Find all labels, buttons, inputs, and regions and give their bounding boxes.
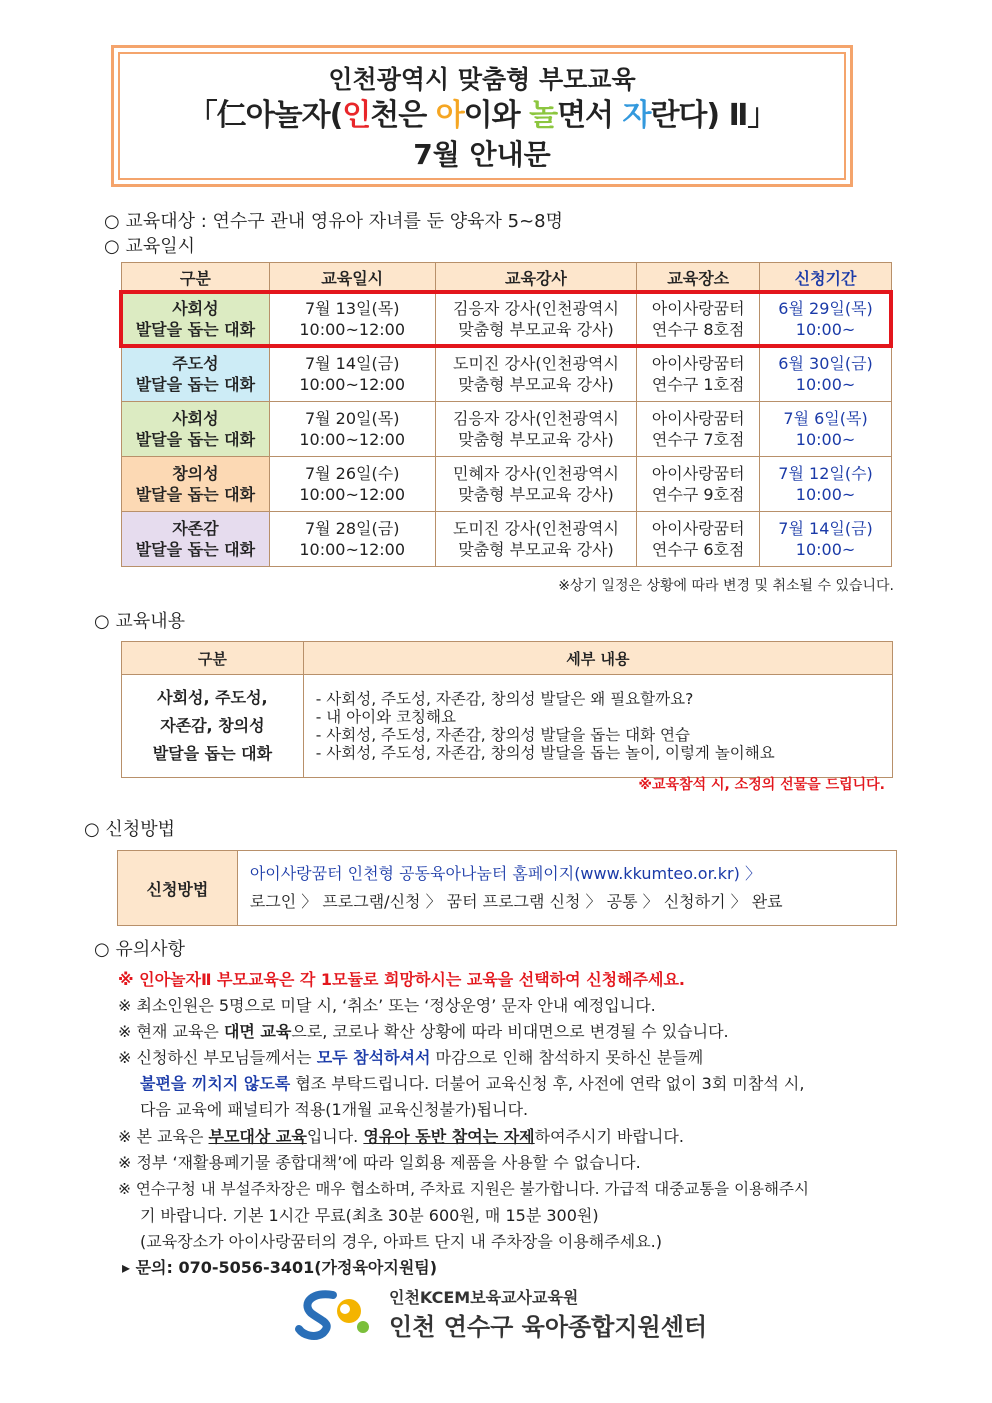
apply-link[interactable]: 아이사랑꿈터 인천형 공동육아나눔터 홈페이지(www.kkumteo.or.kr) 〉 — [249, 864, 761, 883]
apply-details — [237, 851, 896, 926]
time-text: 10:00~12:00 — [299, 375, 405, 394]
note-emphasis: 불편을 끼치지 않도록 — [140, 1074, 291, 1093]
apply-steps: 로그인 〉 프로그램/신청 〉 꿈터 프로그램 신청 〉 공통 〉 신청하기 〉 완료 — [249, 892, 783, 911]
note-5 — [140, 1071, 804, 1094]
note-emphasis: 모두 참석하셔서 — [316, 1048, 431, 1067]
note-emphasis: 부모대상 교육 — [208, 1127, 307, 1146]
instructor-sub: 맞춤형 부모교육 강사) — [458, 375, 614, 394]
category-cell — [122, 457, 270, 512]
apply-table — [117, 850, 897, 926]
apply-time: 10:00~ — [795, 485, 856, 504]
apply-heading: ○ 신청방법 — [84, 819, 175, 840]
title-b: 이와 — [463, 98, 530, 133]
table-row — [122, 347, 892, 402]
instructor-text: 민혜자 강사(인천광역시 — [453, 464, 619, 483]
title-line1: 인천광역시 맞춤형 부모교육 — [328, 65, 636, 94]
note-emphasis: 대면 교육 — [223, 1022, 292, 1041]
list-item: - 내 아이와 코칭해요 — [315, 708, 456, 726]
instructor-text: 도미진 강사(인천광역시 — [453, 354, 619, 373]
category-sub: 발달을 돕는 대화 — [135, 540, 256, 559]
contact-line: ▸ 문의: 070-5056-3401(가정육아지원팀) — [122, 1258, 438, 1277]
category-sub: 발달을 돕는 대화 — [135, 320, 256, 339]
content-category — [122, 675, 304, 778]
note-6: 다음 교육에 패널티가 적용(1개월 교육신청불가)됩니다. — [140, 1100, 529, 1119]
list-item: - 사회성, 주도성, 자존감, 창의성 발달은 왜 필요할까요? — [315, 690, 694, 708]
content-table — [121, 641, 893, 778]
category-name: 주도성 — [172, 354, 219, 373]
apply-time: 10:00~ — [795, 540, 856, 559]
note-text: ※ 신청하신 부모님들께서는 — [118, 1048, 317, 1067]
note-3 — [118, 1019, 729, 1042]
title-c: 면서 — [557, 98, 623, 133]
place-sub: 연수구 1호점 — [651, 375, 745, 394]
content-details — [303, 675, 892, 778]
schedule-header: 신청기간 — [760, 263, 892, 292]
list-item: - 사회성, 주도성, 자존감, 창의성 발달을 돕는 대화 연습 — [315, 726, 690, 744]
content-cat-line: 사회성, 주도성, — [157, 688, 268, 707]
place-cell — [637, 457, 760, 512]
apply-time: 10:00~ — [795, 375, 856, 394]
place-sub: 연수구 8호점 — [651, 320, 745, 339]
note-10: 기 바랍니다. 기본 1시간 무료(최초 30분 600원, 매 15분 300원) — [140, 1206, 599, 1225]
place-sub: 연수구 7호점 — [651, 430, 745, 449]
note-1: ※ 인아놀자Ⅱ 부모교육은 각 1모듈로 희망하시는 교육을 선택하여 신청해주세요. — [118, 970, 686, 989]
note-text: 마감으로 인해 참석하지 못하신 분들께 — [430, 1048, 704, 1067]
highlight-box — [119, 290, 893, 348]
content-cat-line: 자존감, 창의성 — [160, 716, 265, 735]
time-text: 10:00~12:00 — [299, 430, 405, 449]
logo-org2: 인천 연수구 육아종합지원센터 — [389, 1313, 708, 1341]
place-sub: 연수구 9호점 — [651, 485, 745, 504]
title-ja: 자 — [622, 98, 651, 133]
category-name: 자존감 — [172, 519, 219, 538]
date-text: 7월 20일(목) — [304, 409, 400, 428]
title-open: 「仁아놀자( — [187, 98, 343, 133]
schedule-header: 교육강사 — [435, 263, 637, 292]
instructor-sub: 맞춤형 부모교육 강사) — [458, 430, 614, 449]
apply-label: 신청방법 — [118, 851, 238, 926]
list-item: - 사회성, 주도성, 자존감, 창의성 발달을 돕는 놀이, 이렇게 놀이해요 — [315, 744, 775, 762]
instructor-sub: 맞춤형 부모교육 강사) — [458, 320, 614, 339]
place-cell — [637, 347, 760, 402]
organization-logo — [293, 1285, 708, 1345]
category-cell — [122, 402, 270, 457]
schedule-footnote: ※상기 일정은 상황에 따라 변경 및 취소될 수 있습니다. — [558, 578, 894, 594]
place-text: 아이사랑꿈터 — [651, 464, 745, 483]
time-text: 10:00~12:00 — [299, 320, 405, 339]
apply-date: 7월 12일(수) — [778, 464, 873, 483]
apply-row — [118, 851, 897, 926]
apply-date: 6월 30일(금) — [778, 354, 873, 373]
apply-cell — [760, 347, 892, 402]
place-text: 아이사랑꿈터 — [651, 299, 745, 318]
notes-heading: ○ 유의사항 — [94, 939, 185, 960]
category-name: 사회성 — [172, 299, 219, 318]
title-line3: 7월 안내문 — [413, 138, 551, 171]
schedule-header-row — [122, 263, 892, 292]
date-cell — [269, 402, 435, 457]
table-row — [122, 512, 892, 567]
place-text: 아이사랑꿈터 — [651, 409, 745, 428]
apply-time: 10:00~ — [795, 320, 856, 339]
table-row — [122, 457, 892, 512]
note-2: ※ 최소인원은 5명으로 미달 시, ‘취소’ 또는 ‘정상운영’ 문자 안내 예정입니다. — [118, 996, 656, 1015]
place-cell — [637, 512, 760, 567]
apply-date: 7월 6일(목) — [783, 409, 868, 428]
table-row — [122, 402, 892, 457]
note-9: ※ 연수구청 내 부설주차장은 매우 협소하며, 주차료 지원은 불가합니다. 가급적 대중교통을 이용해주시 — [118, 1180, 809, 1198]
note-text: 협조 부탁드립니다. 더불어 교육신청 후, 사전에 연락 없이 3회 미참석 시, — [290, 1074, 805, 1093]
title-nol: 놀 — [529, 98, 558, 133]
place-sub: 연수구 6호점 — [651, 540, 745, 559]
category-name: 창의성 — [172, 464, 219, 483]
category-sub: 발달을 돕는 대화 — [135, 485, 256, 504]
target-line: ○ 교육대상 : 연수구 관내 영유아 자녀를 둔 양육자 5~8명 — [104, 211, 564, 232]
title-close: 란다) Ⅱ」 — [650, 98, 777, 133]
content-heading: ○ 교육내용 — [94, 611, 185, 632]
category-sub: 발달을 돕는 대화 — [135, 375, 256, 394]
instructor-text: 김응자 강사(인천광역시 — [453, 299, 619, 318]
title-inner — [118, 52, 846, 180]
title-box — [111, 45, 853, 187]
schedule-header: 교육일시 — [269, 263, 435, 292]
title-line2 — [120, 96, 844, 136]
date-text: 7월 13일(목) — [304, 299, 400, 318]
schedule-header: 교육장소 — [637, 263, 760, 292]
time-text: 10:00~12:00 — [299, 485, 405, 504]
date-cell — [269, 457, 435, 512]
apply-cell — [760, 457, 892, 512]
title-a: 천은 — [370, 98, 436, 133]
note-text: 으로, 코로나 확산 상황에 따라 비대면으로 변경될 수 있습니다. — [291, 1022, 729, 1041]
instructor-text: 김응자 강사(인천광역시 — [453, 409, 619, 428]
content-header: 세부 내용 — [303, 642, 892, 675]
note-11: (교육장소가 아이사랑꿈터의 경우, 아파트 단지 내 주차장을 이용해주세요.) — [140, 1232, 662, 1251]
content-cat-line: 발달을 돕는 대화 — [152, 744, 273, 763]
schedule-heading: ○ 교육일시 — [104, 236, 195, 257]
date-cell — [269, 512, 435, 567]
apply-time: 10:00~ — [795, 430, 856, 449]
place-text: 아이사랑꿈터 — [651, 354, 745, 373]
apply-date: 7월 14일(금) — [778, 519, 873, 538]
category-cell — [122, 347, 270, 402]
title-ai: 아 — [435, 98, 464, 133]
note-4 — [118, 1045, 703, 1068]
time-text: 10:00~12:00 — [299, 540, 405, 559]
note-7 — [118, 1124, 684, 1147]
content-header-row — [122, 642, 893, 675]
date-text: 7월 26일(수) — [304, 464, 400, 483]
content-header: 구분 — [122, 642, 304, 675]
instructor-cell — [435, 402, 637, 457]
instructor-text: 도미진 강사(인천광역시 — [453, 519, 619, 538]
content-row — [122, 675, 893, 778]
category-sub: 발달을 돕는 대화 — [135, 430, 256, 449]
note-text: 입니다. — [306, 1127, 364, 1146]
schedule-header: 구분 — [122, 263, 270, 292]
apply-date: 6월 29일(목) — [778, 299, 873, 318]
category-name: 사회성 — [172, 409, 219, 428]
apply-cell — [760, 512, 892, 567]
instructor-sub: 맞춤형 부모교육 강사) — [458, 485, 614, 504]
note-emphasis: 영유아 동반 참여는 자제 — [363, 1127, 535, 1146]
note-8: ※ 정부 ‘재활용폐기물 종합대책’에 따라 일회용 제품을 사용할 수 없습니다. — [118, 1153, 641, 1172]
instructor-cell — [435, 347, 637, 402]
place-cell — [637, 402, 760, 457]
date-text: 7월 14일(금) — [304, 354, 400, 373]
instructor-cell — [435, 457, 637, 512]
note-text: ※ 현재 교육은 — [118, 1022, 224, 1041]
logo-org1: 인천KCEM보육교사교육원 — [389, 1288, 579, 1307]
instructor-sub: 맞춤형 부모교육 강사) — [458, 540, 614, 559]
instructor-cell — [435, 512, 637, 567]
note-text: ※ 본 교육은 — [118, 1127, 209, 1146]
note-text: 하여주시기 바랍니다. — [534, 1127, 684, 1146]
date-text: 7월 28일(금) — [304, 519, 400, 538]
logo-icon — [293, 1287, 373, 1343]
gift-note: ※교육참석 시, 소정의 선물을 드립니다. — [638, 777, 885, 793]
title-in: 인 — [342, 98, 371, 133]
date-cell — [269, 347, 435, 402]
place-text: 아이사랑꿈터 — [651, 519, 745, 538]
category-cell — [122, 512, 270, 567]
apply-cell — [760, 402, 892, 457]
